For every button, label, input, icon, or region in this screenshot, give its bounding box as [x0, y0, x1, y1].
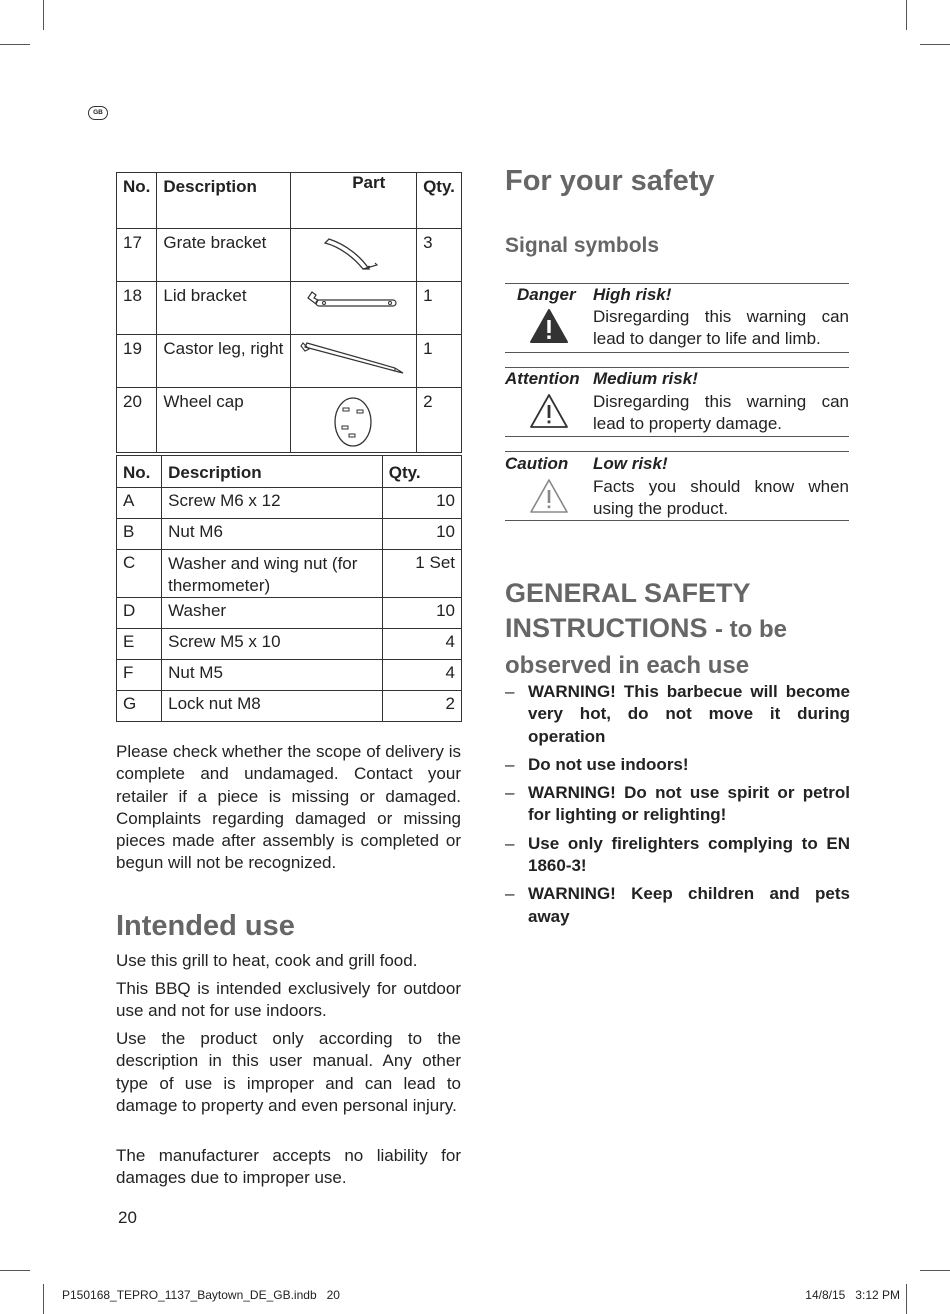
crop-mark [906, 1284, 907, 1314]
cell-no: 19 [117, 335, 157, 388]
cell-no: A [117, 488, 162, 519]
cell-description: Screw M5 x 10 [162, 629, 383, 660]
intended-use-paragraph: Use this grill to heat, cook and grill food. [116, 951, 418, 970]
warning-text: Do not use indoors! [528, 754, 689, 774]
header-no: No. [117, 173, 157, 229]
items-table [116, 455, 462, 722]
list-dash: – [505, 884, 515, 904]
page-number: 20 [118, 1208, 137, 1227]
cell-description: Washer and wing nut (for thermometer) [162, 550, 383, 598]
intended-use-paragraph: Use the product only according to the description in this user manual. Any other type of use is improper and can lead to damage to property and even personal injury. [116, 1029, 461, 1115]
footer-date: 14/8/15 3:12 PM [805, 1288, 900, 1302]
signal-risk-attention: Medium risk! [593, 369, 698, 388]
header-qty: Qty. [417, 173, 462, 229]
general-safety-title: GENERAL SAFETY INSTRUCTIONS [505, 578, 751, 643]
cell-no: E [117, 629, 162, 660]
cell-qty: 10 [382, 488, 461, 519]
cell-description: Grate bracket [157, 229, 291, 282]
cell-description: Lock nut M8 [162, 691, 383, 722]
signal-text-danger: Disregarding this warning can lead to danger to life and limb. [593, 307, 849, 349]
header-qty: Qty. [382, 456, 461, 488]
cell-no: 17 [117, 229, 157, 282]
crop-mark [0, 44, 30, 45]
cell-qty: 1 Set [382, 550, 461, 598]
grate-bracket-icon [319, 235, 389, 275]
danger-warning-icon [529, 308, 569, 344]
divider [505, 367, 849, 368]
delivery-note: Please check whether the scope of delivery is complete and undamaged. Contact your retailer if a piece is missing or damaged. Complaints regarding damaged or missing pieces made after assembly is completed or begun will not be recognized. [116, 742, 461, 873]
table-row [117, 488, 462, 519]
warning-text: WARNING! This barbecue will become very hot, do not move it during operation [528, 682, 850, 746]
header-no: No. [117, 456, 162, 488]
divider [505, 283, 849, 284]
table-row [117, 550, 462, 598]
table-row [117, 598, 462, 629]
cell-qty: 3 [417, 229, 462, 282]
table-row [117, 660, 462, 691]
cell-qty: 10 [382, 598, 461, 629]
cell-no: F [117, 660, 162, 691]
signal-label-danger: Danger [517, 285, 576, 304]
safety-warning-list [505, 681, 850, 934]
signal-label-caution: Caution [505, 454, 569, 473]
caution-warning-icon [529, 478, 569, 514]
general-safety-subtitle: - to be observed in each use [505, 616, 788, 679]
divider [505, 451, 849, 452]
intended-use-heading: Intended use [116, 910, 295, 942]
safety-heading: For your safety [505, 165, 715, 197]
intended-use-paragraph: The manufacturer accepts no liability for damages due to improper use. [116, 1146, 461, 1188]
cell-description: Castor leg, right [157, 335, 291, 388]
cell-no: C [117, 550, 162, 598]
list-item [505, 681, 850, 748]
signal-text-caution: Facts you should know when using the product. [593, 477, 849, 519]
cell-description: Nut M6 [162, 519, 383, 550]
header-description: Description [162, 456, 383, 488]
intended-use-paragraph: This BBQ is intended exclusively for outdoor use and not for use indoors. [116, 979, 461, 1021]
cell-description: Wheel cap [157, 388, 291, 453]
castor-leg-icon [299, 341, 409, 377]
cell-no: B [117, 519, 162, 550]
list-dash: – [505, 833, 515, 853]
cell-qty: 2 [417, 388, 462, 453]
header-part: Part [291, 173, 417, 229]
divider [505, 352, 849, 353]
header-description: Description [157, 173, 291, 229]
warning-text: WARNING! Keep children and pets away [528, 884, 850, 926]
cell-qty: 2 [382, 691, 461, 722]
wheel-cap-icon [329, 394, 379, 450]
table-row [117, 229, 462, 282]
list-item [505, 782, 850, 827]
crop-mark [0, 1270, 30, 1271]
divider [505, 520, 849, 521]
attention-warning-icon [529, 393, 569, 429]
list-dash: – [505, 754, 515, 774]
table-header-row [117, 456, 462, 488]
cell-qty: 4 [382, 660, 461, 691]
cell-description: Lid bracket [157, 282, 291, 335]
cell-qty: 4 [382, 629, 461, 660]
signal-symbols-heading: Signal symbols [505, 234, 660, 257]
cell-no: D [117, 598, 162, 629]
signal-label-attention: Attention [505, 369, 580, 388]
crop-mark [920, 44, 950, 45]
list-item [505, 883, 850, 928]
table-row [117, 519, 462, 550]
divider [505, 436, 849, 437]
country-badge: GB [88, 106, 108, 120]
cell-no: 18 [117, 282, 157, 335]
list-dash: – [505, 682, 515, 701]
table-header-row [117, 173, 462, 229]
crop-mark [43, 1284, 44, 1314]
parts-table [116, 172, 462, 453]
crop-mark [920, 1270, 950, 1271]
cell-description: Screw M6 x 12 [162, 488, 383, 519]
table-row [117, 691, 462, 722]
cell-no: G [117, 691, 162, 722]
cell-qty: 1 [417, 335, 462, 388]
list-dash: – [505, 783, 515, 803]
list-item [505, 833, 850, 878]
crop-mark [43, 0, 44, 30]
warning-text: Use only firelighters complying to EN 1860-3! [528, 833, 850, 876]
signal-risk-danger: High risk! [593, 285, 672, 304]
table-row [117, 282, 462, 335]
cell-description: Washer [162, 598, 383, 629]
table-row [117, 629, 462, 660]
cell-qty: 1 [417, 282, 462, 335]
cell-no: 20 [117, 388, 157, 453]
table-row [117, 388, 462, 453]
signal-text-attention: Disregarding this warning can lead to property damage. [593, 392, 849, 434]
general-safety-heading [505, 576, 850, 683]
table-row [117, 335, 462, 388]
crop-mark [906, 0, 907, 30]
cell-description: Nut M5 [162, 660, 383, 691]
cell-qty: 10 [382, 519, 461, 550]
list-item [505, 754, 850, 776]
warning-text: WARNING! Do not use spirit or petrol for lighting or relighting! [528, 783, 850, 825]
signal-risk-caution: Low risk! [593, 454, 668, 473]
footer-filename: P150168_TEPRO_1137_Baytown_DE_GB.indb 20 [62, 1288, 340, 1302]
lid-bracket-icon [306, 288, 402, 316]
